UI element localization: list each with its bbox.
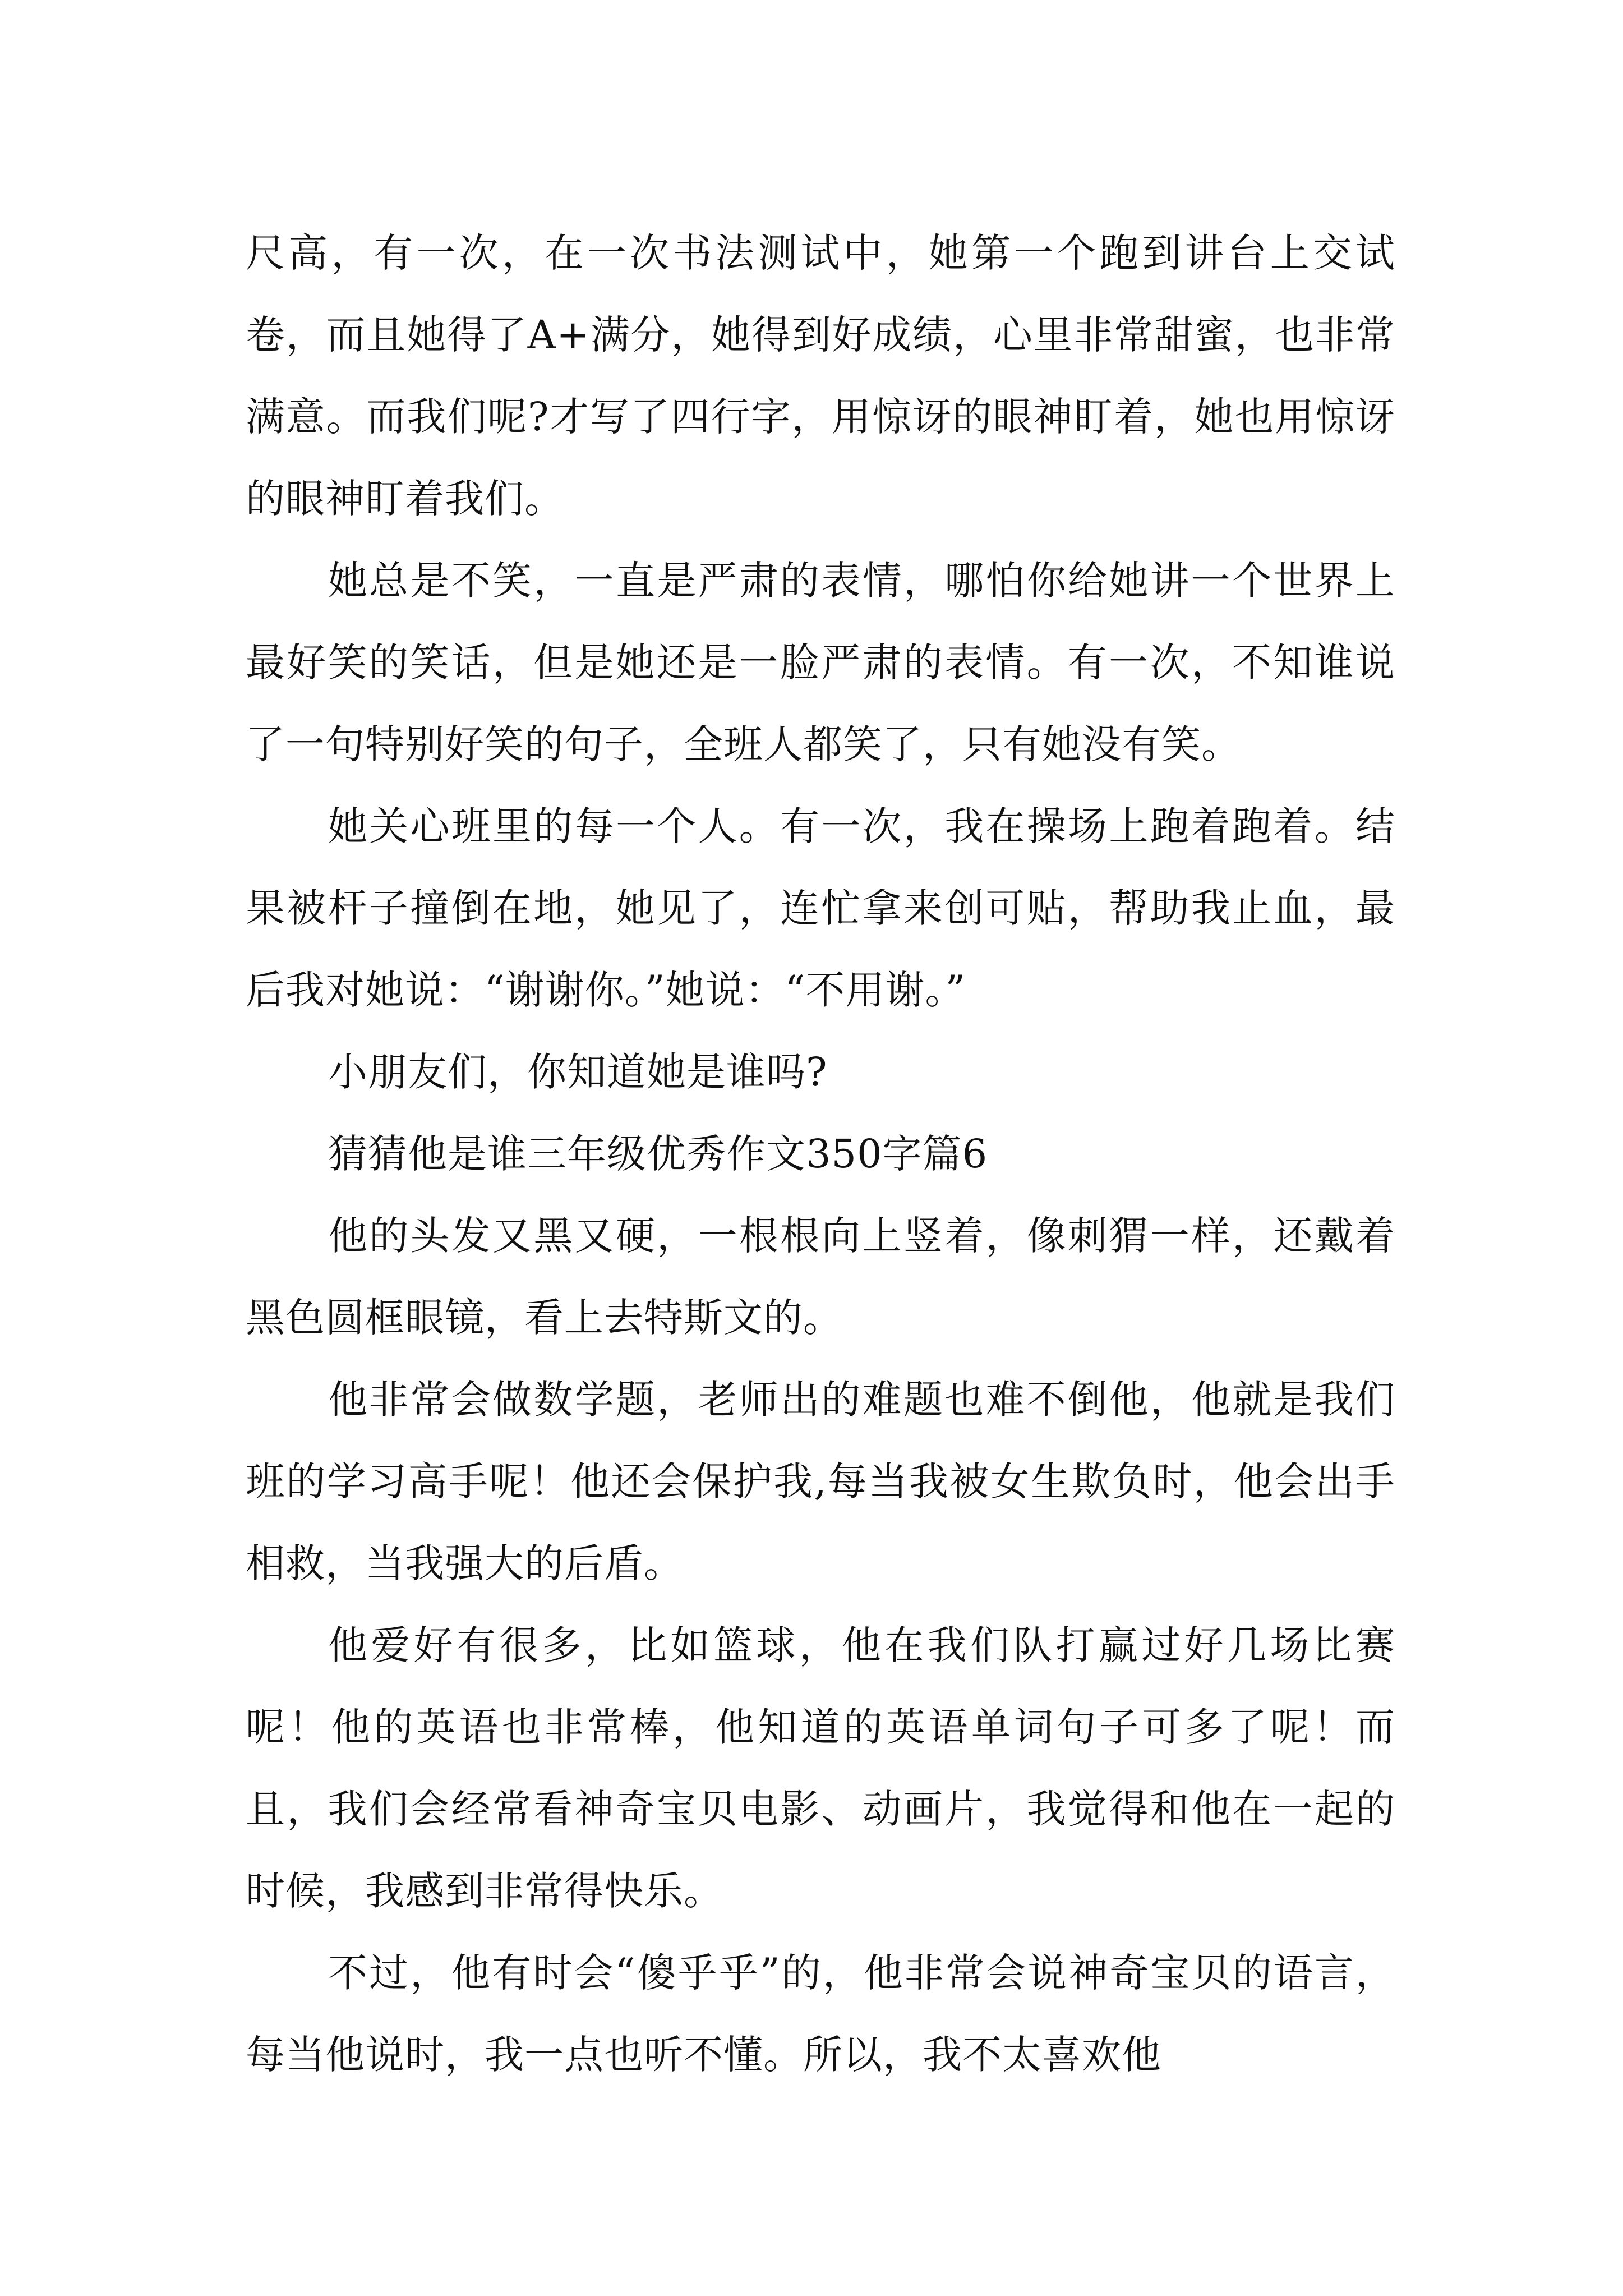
- paragraph-1: 尺高，有一次，在一次书法测试中，她第一个跑到讲台上交试卷，而且她得了A+满分，她得到好成绩，心里非常甜蜜，也非常满意。而我们呢?才写了四行字，用惊讶的眼神盯着，她也用惊讶的眼神盯着我们。: [246, 230, 1395, 522]
- paragraph-7: 他非常会做数学题，老师出的难题也难不倒他，他就是我们班的学习高手呢！他还会保护我,每当我被女生欺负时，他会出手相救，当我强大的后盾。: [246, 1377, 1395, 1586]
- paragraph-2: 她总是不笑，一直是严肃的表情，哪怕你给她讲一个世界上最好笑的笑话，但是她还是一脸严肃的表情。有一次，不知谁说了一句特别好笑的句子，全班人都笑了，只有她没有笑。: [246, 558, 1395, 767]
- paragraph-4: 小朋友们，你知道她是谁吗?: [328, 1049, 828, 1095]
- section-heading: 猜猜他是谁三年级优秀作文350字篇6: [328, 1131, 988, 1177]
- document-body: [246, 212, 1395, 2096]
- paragraph-3: 她关心班里的每一个人。有一次，我在操场上跑着跑着。结果被杆子撞倒在地，她见了，连忙拿来创可贴，帮助我止血，最后我对她说：“谢谢你。”她说：“不用谢。”: [246, 803, 1395, 1013]
- paragraph-9: 不过，他有时会“傻乎乎”的，他非常会说神奇宝贝的语言，每当他说时，我一点也听不懂。所以，我不太喜欢他: [246, 1950, 1395, 2078]
- paragraph-6: 他的头发又黑又硬，一根根向上竖着，像刺猬一样，还戴着黑色圆框眼镜，看上去特斯文的。: [246, 1213, 1395, 1341]
- paragraph-8: 他爱好有很多，比如篮球，他在我们队打赢过好几场比赛呢！他的英语也非常棒，他知道的英语单词句子可多了呢！而且，我们会经常看神奇宝贝电影、动画片，我觉得和他在一起的时候，我感到非常得快乐。: [246, 1622, 1395, 1914]
